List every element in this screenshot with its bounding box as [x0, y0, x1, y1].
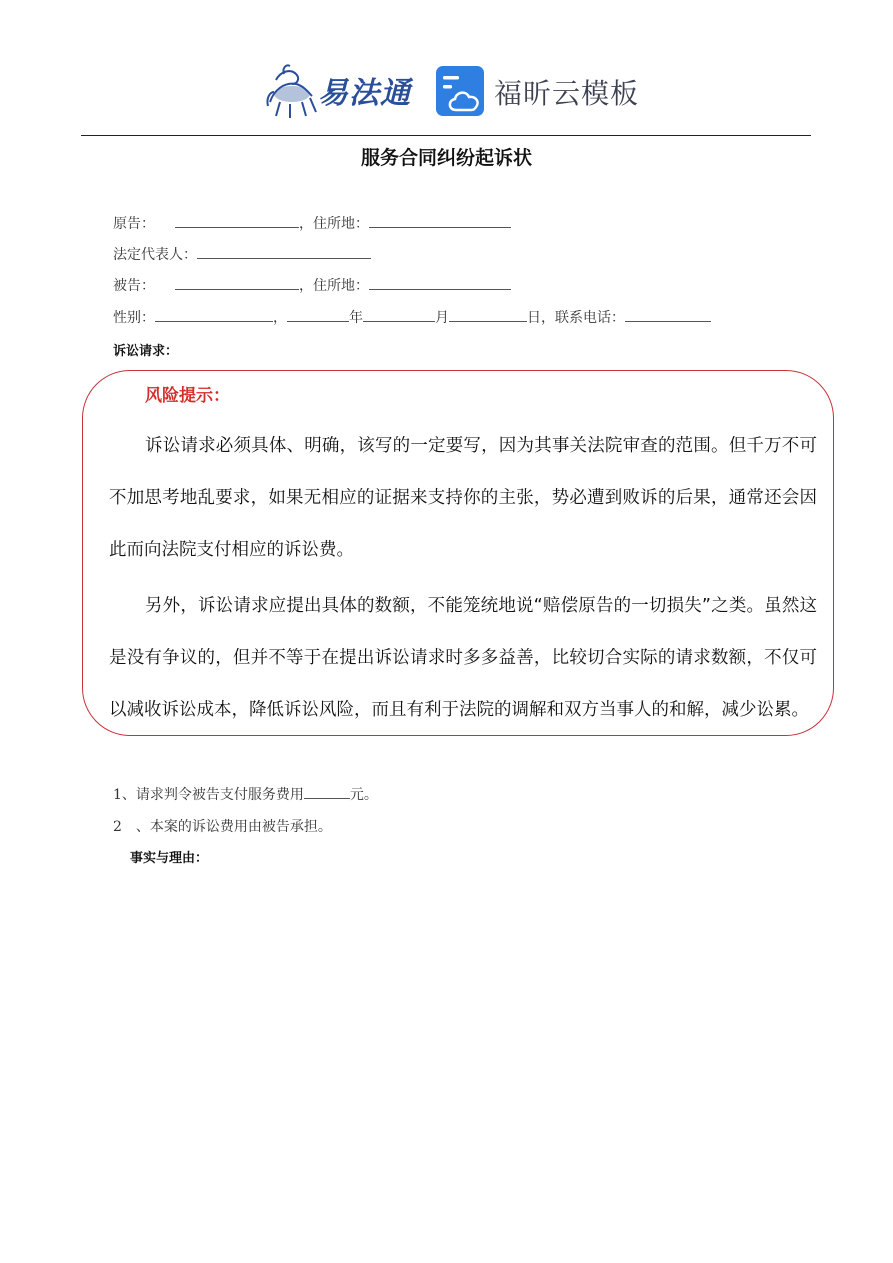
year-label: 年: [349, 310, 363, 326]
plaintiff-address-blank[interactable]: [369, 213, 511, 228]
day-blank[interactable]: [449, 307, 527, 322]
document-title: 服务合同纠纷起诉状: [360, 147, 532, 169]
logo2-text: 福昕云模板: [494, 77, 640, 110]
facts-label: 事实与理由：: [130, 851, 209, 866]
defendant-address-label: ，住所地：: [299, 278, 369, 294]
defendant-name-blank[interactable]: [175, 275, 299, 290]
year-blank[interactable]: [287, 307, 349, 322]
gender-line: [113, 307, 711, 327]
plaintiff-label: 原告：: [113, 216, 155, 232]
risk-paragraph-2: 另外，诉讼请求应提出具体的数额，不能笼统地说“赔偿原告的一切损失”之类。虽然这是没有争议的，但并不等于在提出诉讼请求时多多益善，比较切合实际的请求数额，不仅可以减收诉讼成本，降低诉讼风险，而且有利于法院的调解和双方当事人的和解，减少讼累。: [109, 596, 817, 720]
header: [0, 58, 893, 122]
gender-blank[interactable]: [155, 307, 273, 322]
plaintiff-address-label: ，住所地：: [299, 216, 369, 232]
legal-rep-label: 法定代表人：: [113, 247, 197, 263]
legal-rep-blank[interactable]: [197, 244, 371, 259]
risk-paragraph-1: 诉讼请求必须具体、明确，该写的一定要写，因为其事关法院审查的范围。但千万不可不加思考地乱要求，如果无相应的证据来支持你的主张，势必遭到败诉的后果，通常还会因此而向法院支付相应的诉讼费。: [109, 436, 817, 560]
claim-item-1: [113, 784, 378, 804]
claims-label: 诉讼请求：: [113, 344, 179, 359]
defendant-address-blank[interactable]: [369, 275, 511, 290]
claim-item-2: 2 、本案的诉讼费用由被告承担。: [113, 819, 332, 835]
defendant-label: 被告：: [113, 278, 155, 294]
plaintiff-name-blank[interactable]: [175, 213, 299, 228]
cloud-template-icon: [436, 66, 484, 116]
phone-blank[interactable]: [625, 307, 711, 322]
risk-title: 风险提示：: [145, 386, 230, 406]
month-blank[interactable]: [363, 307, 435, 322]
month-label: 月: [435, 310, 449, 326]
gender-label: 性别：: [113, 310, 155, 326]
logo1-text: 易法通: [318, 76, 411, 111]
legal-rep-line: [113, 244, 371, 264]
fee-amount-blank[interactable]: [304, 784, 350, 799]
day-phone-label: 日，联系电话：: [527, 310, 625, 326]
claim-item-1-text: 1、请求判令被告支付服务费用: [113, 787, 304, 803]
claim-item-1-suffix: 元。: [349, 787, 378, 803]
defendant-line: [113, 275, 511, 295]
plaintiff-line: [113, 213, 511, 233]
comma: ，: [273, 310, 287, 326]
header-divider: [81, 135, 811, 136]
